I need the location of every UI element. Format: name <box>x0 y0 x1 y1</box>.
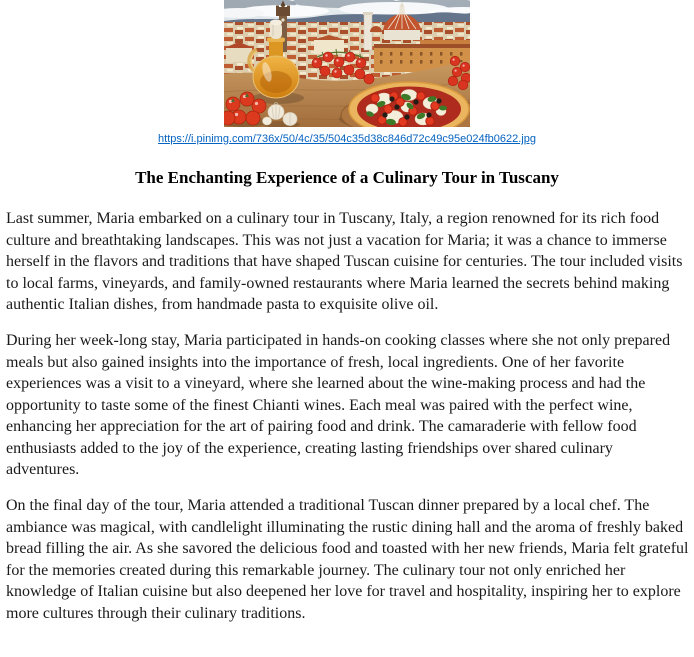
page-title: The Enchanting Experience of a Culinary Tour in Tuscany <box>135 168 559 187</box>
paragraph-3: On the final day of the tour, Maria attended a traditional Tuscan dinner prepared by a local chef. The ambiance was magical, with candlelight illuminating the rustic dining hall and the aroma of freshly baked bread filling the air. As she savored the delicious food and toasted with her new friends, Maria felt grateful for the memories created during this remarkable journey. The culinary tour not only enriched her knowledge of Italian cuisine but also deepened her love for travel and hospitality, inspiring her to explore more cultures through their culinary traditions. <box>6 497 689 622</box>
hero-section <box>0 0 694 147</box>
paragraph-1: Last summer, Maria embarked on a culinary tour in Tuscany, Italy, a region renowned for its rich food culture and breathtaking landscapes. This was not just a vacation for Maria; it was a chance to immerse herself in the flavors and traditions that have shaped Tuscan cuisine for centuries. The tour included visits to local farms, vineyards, and family-owned restaurants where Maria learned the secrets behind making authentic Italian dishes, from handmade pasta to exquisite olive oil. <box>6 210 683 313</box>
image-source-link-line <box>0 132 694 147</box>
article-body <box>6 208 690 624</box>
paragraph-2: During her week-long stay, Maria participated in hands-on cooking classes where she not only prepared meals but also gained insights into the importance of fresh, local ingredients. One of her favorite experiences was a visit to a vineyard, where she learned about the wine-making process and had the opportunity to taste some of the finest Chianti wines. Each meal was paired with the perfect wine, enhancing her appreciation for the art of pairing food and drink. The camaraderie with fellow food enthusiasts added to the joy of the experience, creating lasting friendships over shared culinary adventures. <box>6 332 671 478</box>
image-source-link[interactable]: https://i.pinimg.com/736x/50/4c/35/504c35d38c846d72c49c95e024fb0622.jpg <box>158 133 536 145</box>
tuscany-food-photo <box>224 0 470 127</box>
